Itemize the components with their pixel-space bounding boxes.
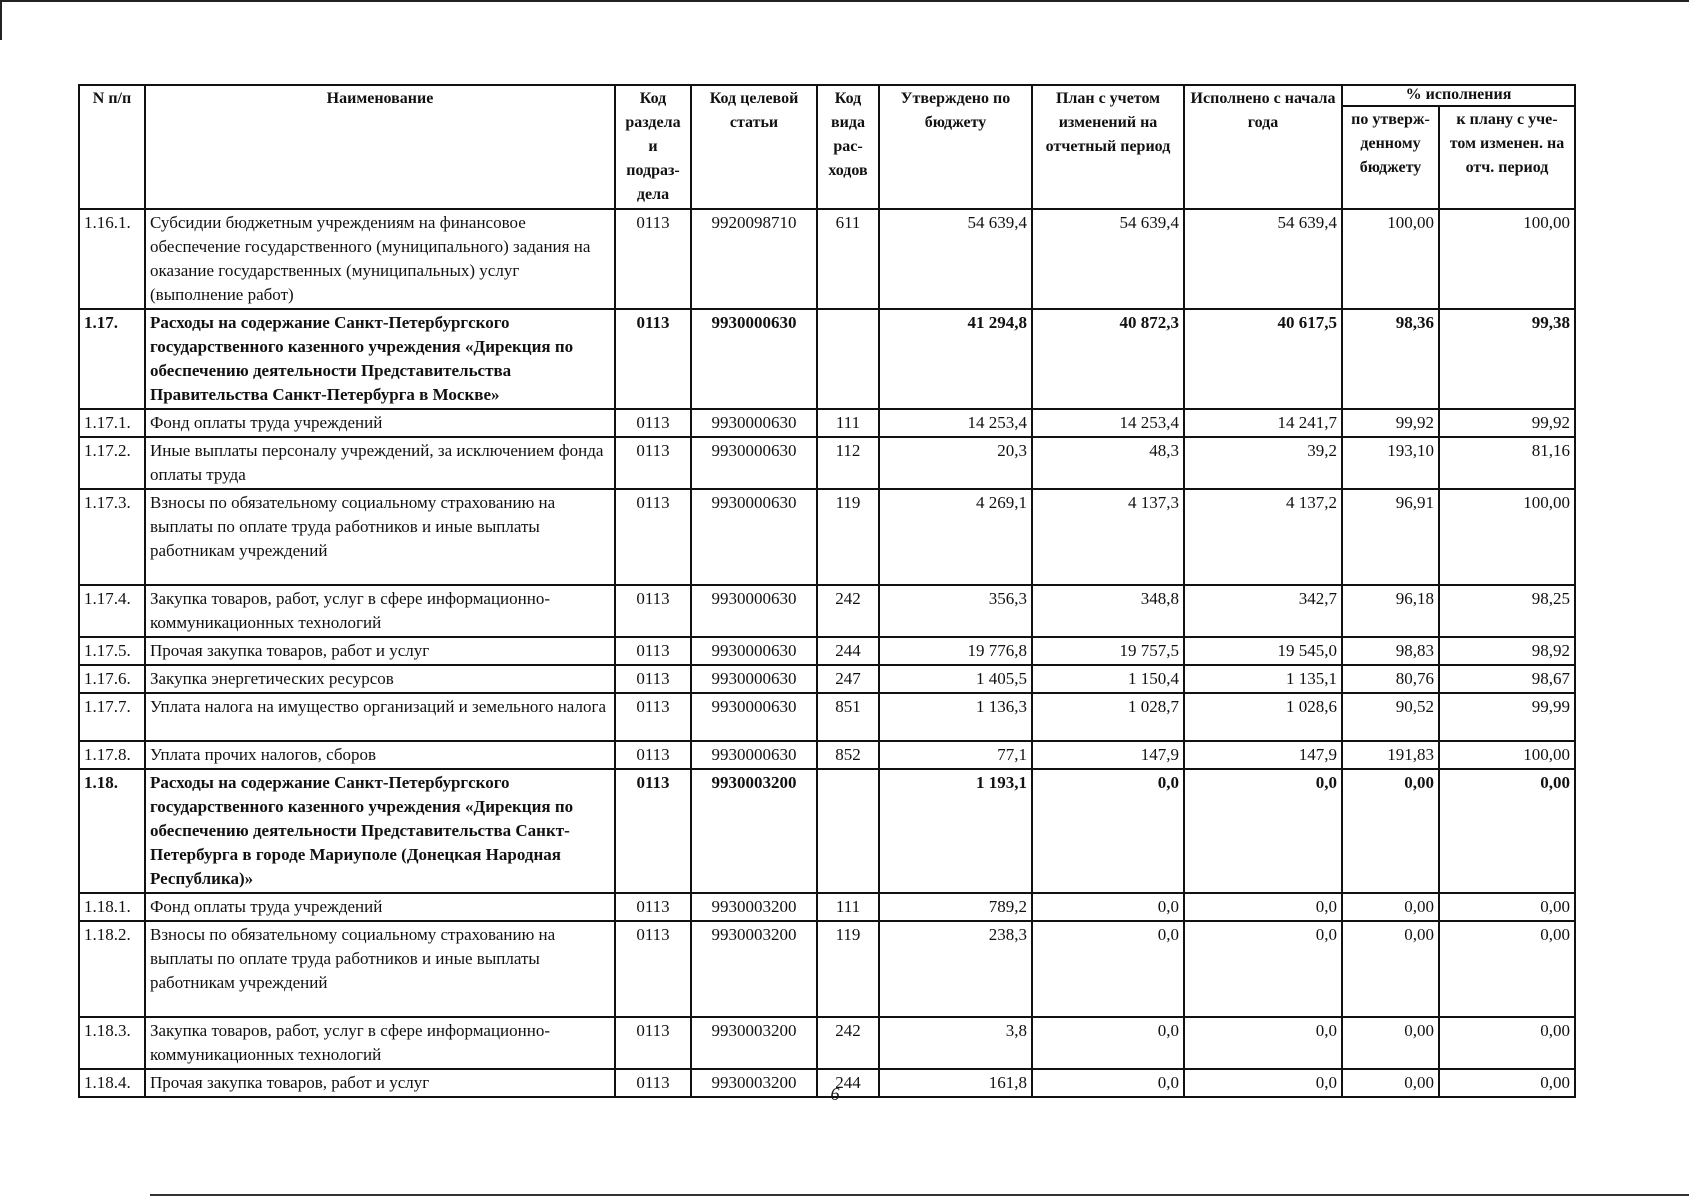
cell-pct-budget: 99,92 [1342, 409, 1439, 437]
cell-name: Расходы на содержание Санкт-Петербургского государственного казенного учреждения «Дирекция по обеспечению деятельности Представительства Правительства Санкт-Петербурга в Москве» [145, 309, 615, 409]
cell-pct-budget: 80,76 [1342, 665, 1439, 693]
cell-target: 9930003200 [691, 921, 817, 1017]
cell-section: 0113 [615, 1069, 691, 1097]
cell-pct-plan: 0,00 [1439, 921, 1575, 1017]
table-row [79, 693, 1575, 741]
cell-approved: 1 193,1 [879, 769, 1032, 893]
table-row [79, 637, 1575, 665]
cell-executed: 147,9 [1184, 741, 1342, 769]
cell-executed: 19 545,0 [1184, 637, 1342, 665]
cell-type: 119 [817, 489, 879, 585]
cell-pct-plan: 0,00 [1439, 769, 1575, 893]
cell-pct-plan: 81,16 [1439, 437, 1575, 489]
cell-plan: 1 028,7 [1032, 693, 1184, 741]
cell-target: 9930000630 [691, 309, 817, 409]
cell-plan: 1 150,4 [1032, 665, 1184, 693]
table-row [79, 437, 1575, 489]
cell-name: Прочая закупка товаров, работ и услуг [145, 637, 615, 665]
cell-approved: 41 294,8 [879, 309, 1032, 409]
cell-plan: 48,3 [1032, 437, 1184, 489]
cell-approved: 789,2 [879, 893, 1032, 921]
cell-approved: 161,8 [879, 1069, 1032, 1097]
header-pct-plan: к плану с уче-том изменен. на отч. период [1439, 106, 1575, 209]
table-row [79, 921, 1575, 1017]
cell-type: 111 [817, 893, 879, 921]
header-pct-group: % исполнения [1342, 85, 1575, 106]
cell-pct-plan: 98,25 [1439, 585, 1575, 637]
cell-target: 9930000630 [691, 637, 817, 665]
cell-pct-plan: 99,38 [1439, 309, 1575, 409]
header-pct-budget: по утверж-денному бюджету [1342, 106, 1439, 209]
cell-executed: 0,0 [1184, 1017, 1342, 1069]
cell-plan: 0,0 [1032, 769, 1184, 893]
cell-section: 0113 [615, 309, 691, 409]
cell-num: 1.17.1. [79, 409, 145, 437]
cell-executed: 0,0 [1184, 893, 1342, 921]
cell-section: 0113 [615, 665, 691, 693]
cell-pct-budget: 96,91 [1342, 489, 1439, 585]
cell-plan: 0,0 [1032, 1017, 1184, 1069]
cell-type: 247 [817, 665, 879, 693]
cell-pct-budget: 0,00 [1342, 921, 1439, 1017]
cell-approved: 3,8 [879, 1017, 1032, 1069]
cell-approved: 356,3 [879, 585, 1032, 637]
cell-pct-plan: 100,00 [1439, 209, 1575, 309]
cell-pct-plan: 0,00 [1439, 1069, 1575, 1097]
cell-target: 9930003200 [691, 769, 817, 893]
cell-pct-plan: 0,00 [1439, 1017, 1575, 1069]
table-row [79, 585, 1575, 637]
header-name: Наименование [145, 85, 615, 209]
cell-plan: 4 137,3 [1032, 489, 1184, 585]
cell-section: 0113 [615, 1017, 691, 1069]
cell-executed: 54 639,4 [1184, 209, 1342, 309]
cell-type: 852 [817, 741, 879, 769]
cell-pct-budget: 90,52 [1342, 693, 1439, 741]
header-executed: Исполнено с начала года [1184, 85, 1342, 209]
cell-target: 9930000630 [691, 489, 817, 585]
cell-approved: 77,1 [879, 741, 1032, 769]
cell-type [817, 309, 879, 409]
cell-plan: 14 253,4 [1032, 409, 1184, 437]
cell-pct-plan: 100,00 [1439, 489, 1575, 585]
cell-num: 1.17.2. [79, 437, 145, 489]
header-expense-type: Код вида рас-ходов [817, 85, 879, 209]
page-number: 6 [830, 1084, 840, 1104]
cell-executed: 14 241,7 [1184, 409, 1342, 437]
budget-execution-table [78, 84, 1576, 1098]
table-row [79, 769, 1575, 893]
cell-section: 0113 [615, 693, 691, 741]
cell-plan: 0,0 [1032, 921, 1184, 1017]
cell-pct-budget: 98,83 [1342, 637, 1439, 665]
table-row [79, 209, 1575, 309]
cell-target: 9930000630 [691, 409, 817, 437]
cell-target: 9930000630 [691, 437, 817, 489]
cell-name: Фонд оплаты труда учреждений [145, 409, 615, 437]
cell-pct-plan: 98,92 [1439, 637, 1575, 665]
cell-pct-plan: 0,00 [1439, 893, 1575, 921]
cell-section: 0113 [615, 437, 691, 489]
cell-target: 9930003200 [691, 1017, 817, 1069]
cell-pct-plan: 100,00 [1439, 741, 1575, 769]
cell-name: Взносы по обязательному социальному страхованию на выплаты по оплате труда работников и иные выплаты работникам учреждений [145, 489, 615, 585]
cell-pct-budget: 96,18 [1342, 585, 1439, 637]
table-body [79, 209, 1575, 1097]
cell-type: 242 [817, 1017, 879, 1069]
cell-plan: 348,8 [1032, 585, 1184, 637]
cell-type: 111 [817, 409, 879, 437]
cell-pct-plan: 98,67 [1439, 665, 1575, 693]
cell-executed: 1 028,6 [1184, 693, 1342, 741]
cell-target: 9930000630 [691, 693, 817, 741]
cell-name: Субсидии бюджетным учреждениям на финансовое обеспечение государственного (муниципального) задания на оказание государственных (муниципальных) услуг (выполнение работ) [145, 209, 615, 309]
cell-name: Фонд оплаты труда учреждений [145, 893, 615, 921]
cell-type: 244 [817, 1069, 879, 1097]
cell-approved: 19 776,8 [879, 637, 1032, 665]
cell-executed: 0,0 [1184, 921, 1342, 1017]
cell-num: 1.17.4. [79, 585, 145, 637]
cell-num: 1.17.7. [79, 693, 145, 741]
cell-approved: 54 639,4 [879, 209, 1032, 309]
cell-approved: 4 269,1 [879, 489, 1032, 585]
cell-type: 119 [817, 921, 879, 1017]
cell-num: 1.18.4. [79, 1069, 145, 1097]
cell-name: Закупка энергетических ресурсов [145, 665, 615, 693]
cell-section: 0113 [615, 921, 691, 1017]
cell-target: 9920098710 [691, 209, 817, 309]
cell-type: 611 [817, 209, 879, 309]
header-section-code: Код раздела и подраз-дела [615, 85, 691, 209]
cell-executed: 39,2 [1184, 437, 1342, 489]
cell-approved: 1 136,3 [879, 693, 1032, 741]
cell-executed: 342,7 [1184, 585, 1342, 637]
cell-executed: 4 137,2 [1184, 489, 1342, 585]
header-approved: Утверждено по бюджету [879, 85, 1032, 209]
cell-num: 1.17.5. [79, 637, 145, 665]
cell-type: 242 [817, 585, 879, 637]
cell-num: 1.18.2. [79, 921, 145, 1017]
table-row [79, 741, 1575, 769]
cell-plan: 0,0 [1032, 1069, 1184, 1097]
cell-section: 0113 [615, 637, 691, 665]
cell-executed: 0,0 [1184, 769, 1342, 893]
cell-name: Расходы на содержание Санкт-Петербургского государственного казенного учреждения «Дирекция по обеспечению деятельности Представительства Санкт-Петербурга в городе Мариуполе (Донецкая Народная Республика)» [145, 769, 615, 893]
cell-section: 0113 [615, 209, 691, 309]
cell-plan: 0,0 [1032, 893, 1184, 921]
cell-target: 9930000630 [691, 741, 817, 769]
cell-approved: 14 253,4 [879, 409, 1032, 437]
cell-plan: 19 757,5 [1032, 637, 1184, 665]
cell-pct-budget: 193,10 [1342, 437, 1439, 489]
cell-plan: 54 639,4 [1032, 209, 1184, 309]
cell-approved: 20,3 [879, 437, 1032, 489]
cell-type [817, 769, 879, 893]
cell-num: 1.18.1. [79, 893, 145, 921]
cell-plan: 147,9 [1032, 741, 1184, 769]
cell-approved: 238,3 [879, 921, 1032, 1017]
cell-pct-budget: 0,00 [1342, 893, 1439, 921]
table-row [79, 409, 1575, 437]
cell-num: 1.16.1. [79, 209, 145, 309]
cell-num: 1.17.8. [79, 741, 145, 769]
cell-num: 1.17.3. [79, 489, 145, 585]
cell-target: 9930000630 [691, 665, 817, 693]
cell-name: Уплата налога на имущество организаций и земельного налога [145, 693, 615, 741]
cell-executed: 40 617,5 [1184, 309, 1342, 409]
cell-name: Иные выплаты персоналу учреждений, за исключением фонда оплаты труда [145, 437, 615, 489]
header-plan: План с учетом изменений на отчетный период [1032, 85, 1184, 209]
cell-pct-budget: 98,36 [1342, 309, 1439, 409]
cell-num: 1.18.3. [79, 1017, 145, 1069]
cell-type: 112 [817, 437, 879, 489]
cell-plan: 40 872,3 [1032, 309, 1184, 409]
cell-type: 244 [817, 637, 879, 665]
cell-pct-plan: 99,99 [1439, 693, 1575, 741]
cell-num: 1.17.6. [79, 665, 145, 693]
table-row [79, 665, 1575, 693]
scan-edge-bottom [150, 1194, 1689, 1196]
header-row [79, 85, 1575, 106]
cell-target: 9930003200 [691, 1069, 817, 1097]
cell-section: 0113 [615, 489, 691, 585]
cell-approved: 1 405,5 [879, 665, 1032, 693]
cell-pct-plan: 99,92 [1439, 409, 1575, 437]
cell-name: Закупка товаров, работ, услуг в сфере информационно-коммуникационных технологий [145, 1017, 615, 1069]
table-row [79, 893, 1575, 921]
scan-edge-left [0, 0, 2, 40]
table-row [79, 309, 1575, 409]
table-row [79, 1017, 1575, 1069]
cell-name: Уплата прочих налогов, сборов [145, 741, 615, 769]
cell-target: 9930000630 [691, 585, 817, 637]
cell-name: Прочая закупка товаров, работ и услуг [145, 1069, 615, 1097]
cell-pct-budget: 100,00 [1342, 209, 1439, 309]
cell-type: 851 [817, 693, 879, 741]
cell-pct-budget: 0,00 [1342, 1069, 1439, 1097]
cell-num: 1.17. [79, 309, 145, 409]
cell-section: 0113 [615, 769, 691, 893]
cell-section: 0113 [615, 741, 691, 769]
cell-target: 9930003200 [691, 893, 817, 921]
table-row [79, 489, 1575, 585]
cell-pct-budget: 0,00 [1342, 1017, 1439, 1069]
scan-edge-top [0, 0, 1689, 2]
header-npp: N п/п [79, 85, 145, 209]
cell-name: Закупка товаров, работ, услуг в сфере информационно-коммуникационных технологий [145, 585, 615, 637]
cell-executed: 1 135,1 [1184, 665, 1342, 693]
cell-section: 0113 [615, 893, 691, 921]
cell-section: 0113 [615, 409, 691, 437]
cell-num: 1.18. [79, 769, 145, 893]
cell-section: 0113 [615, 585, 691, 637]
cell-pct-budget: 191,83 [1342, 741, 1439, 769]
cell-name: Взносы по обязательному социальному страхованию на выплаты по оплате труда работников и иные выплаты работникам учреждений [145, 921, 615, 1017]
header-target-code: Код целевой статьи [691, 85, 817, 209]
cell-executed: 0,0 [1184, 1069, 1342, 1097]
cell-pct-budget: 0,00 [1342, 769, 1439, 893]
